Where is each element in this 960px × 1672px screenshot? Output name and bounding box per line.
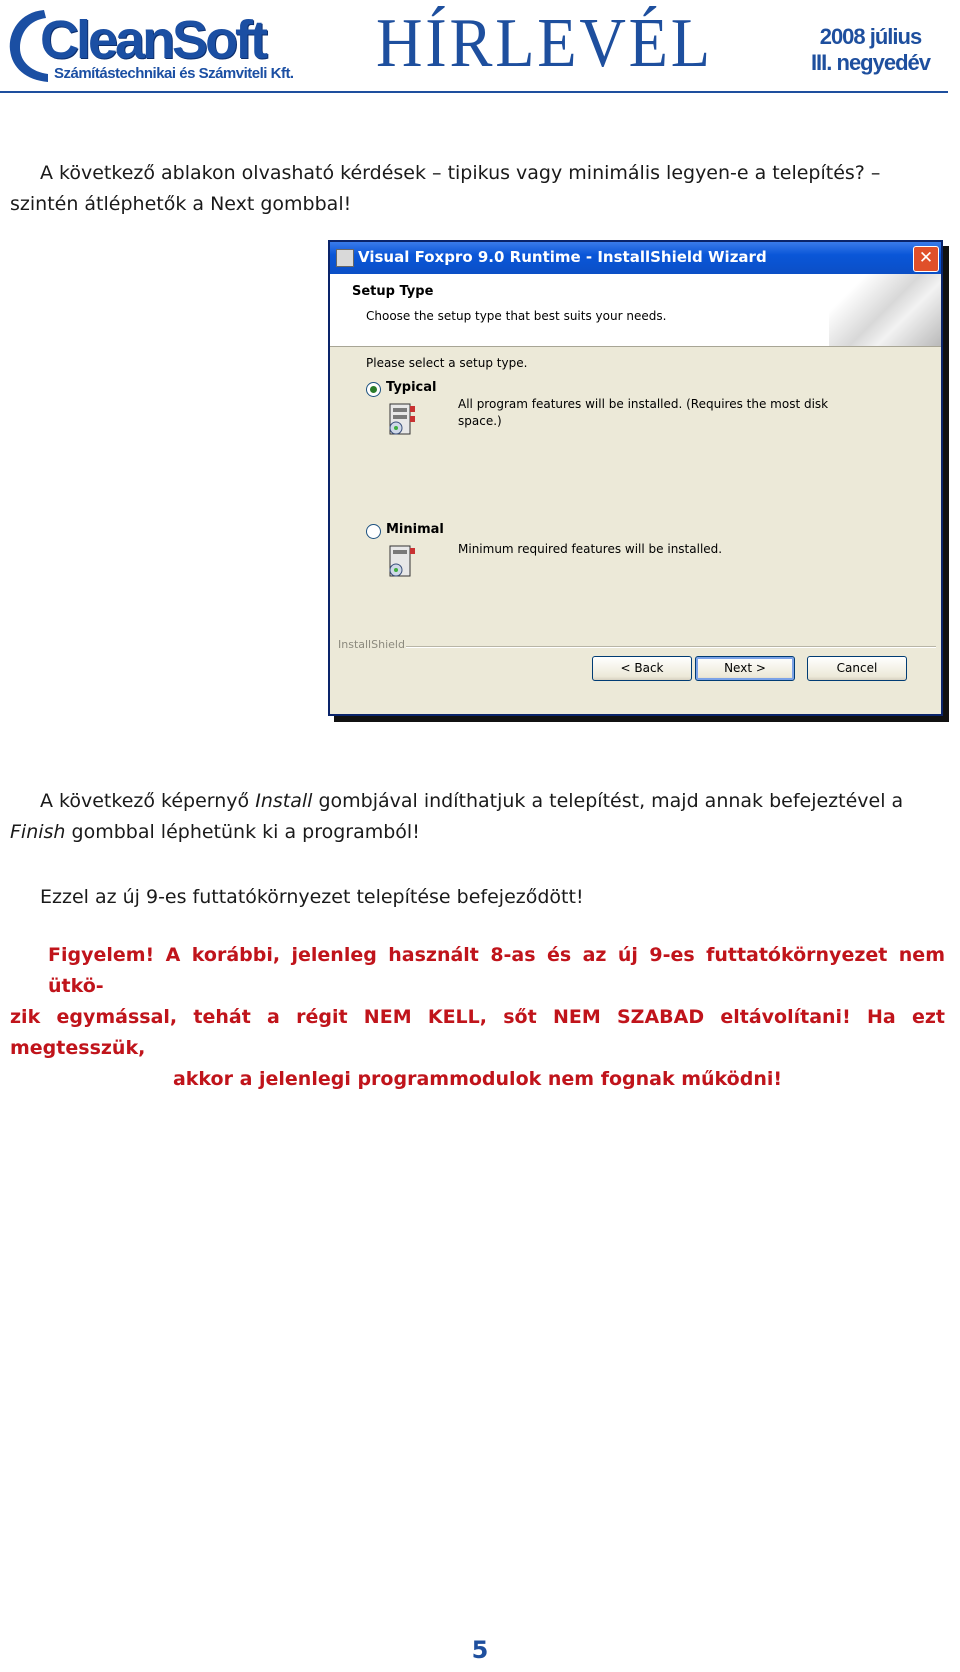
window-title: Visual Foxpro 9.0 Runtime - InstallShield Wizard — [358, 248, 767, 266]
p2-install-word: Install — [255, 790, 313, 812]
next-button[interactable]: Next > — [695, 656, 795, 681]
back-button[interactable]: < Back — [592, 656, 692, 681]
issue-month: 2008 július — [819, 24, 922, 49]
warning-line-2: zik egymással, tehát a régit NEM KELL, sőt NEM SZABAD eltávolítani! Ha ezt megtesszük, — [10, 1006, 945, 1059]
banner-subtitle: Choose the setup type that best suits your needs. — [366, 309, 667, 323]
banner-title: Setup Type — [352, 284, 434, 299]
setup-minimal-icon — [386, 542, 418, 580]
p2-text-1: A következő képernyő — [40, 790, 256, 812]
header-divider — [0, 91, 948, 93]
window-titlebar[interactable] — [330, 242, 941, 274]
warning-line-1: Figyelem! A korábbi, jelenleg használt 8-as és az új 9-es futtatókörnyezet nem ütkö- — [48, 944, 945, 997]
minimal-label[interactable]: Minimal — [386, 522, 444, 537]
paragraph-setup-type: A következő ablakon olvasható kérdések – tipikus vagy minimális legyen-e a telepítés? – szintén átléphetők a Next gombbal! — [10, 162, 881, 215]
cancel-button[interactable]: Cancel — [807, 656, 907, 681]
installer-screenshot — [328, 240, 943, 716]
paragraph-install-finish — [10, 786, 945, 848]
p2-text-3: gombbal léphetünk ki a programból! — [65, 821, 420, 843]
typical-radio[interactable] — [366, 382, 381, 397]
wizard-banner — [330, 274, 941, 347]
issue-quarter: III. negyedév — [810, 50, 930, 75]
p2-text-2: gombjával indíthatjuk a telepítést, majd annak befejeztével a — [312, 790, 904, 812]
warning-line-3: akkor a jelenlegi programmodulok nem fognak működni! — [172, 1068, 783, 1090]
close-icon[interactable]: ✕ — [913, 246, 939, 272]
issue-date — [811, 24, 930, 76]
p2-finish-word: Finish — [10, 821, 66, 843]
typical-label[interactable]: Typical — [386, 380, 437, 395]
page-curl-graphic — [829, 274, 941, 346]
minimal-radio[interactable] — [366, 524, 381, 539]
setup-typical-icon — [386, 400, 418, 438]
masthead-title: HÍRLEVÉL — [376, 5, 713, 82]
logo-subtitle: Számítástechnikai és Számviteli Kft. — [54, 65, 294, 82]
installer-app-icon — [336, 249, 354, 267]
page-number: 5 — [471, 1636, 489, 1664]
cleansoft-logo — [4, 2, 294, 88]
installshield-window — [328, 240, 943, 716]
minimal-description: Minimum required features will be installed. — [458, 542, 723, 556]
warning-notice — [10, 940, 945, 1095]
logo-name: CleanSoft — [40, 10, 266, 70]
brand-divider — [406, 646, 936, 648]
newsletter-header — [0, 0, 960, 96]
typical-description: All program features will be installed. (Requires the most disk space.) — [458, 397, 829, 428]
setup-prompt: Please select a setup type. — [366, 356, 528, 370]
installshield-brand: InstallShield — [338, 638, 405, 651]
paragraph-complete: Ezzel az új 9-es futtatókörnyezet telepítése befejeződött! — [40, 886, 584, 908]
